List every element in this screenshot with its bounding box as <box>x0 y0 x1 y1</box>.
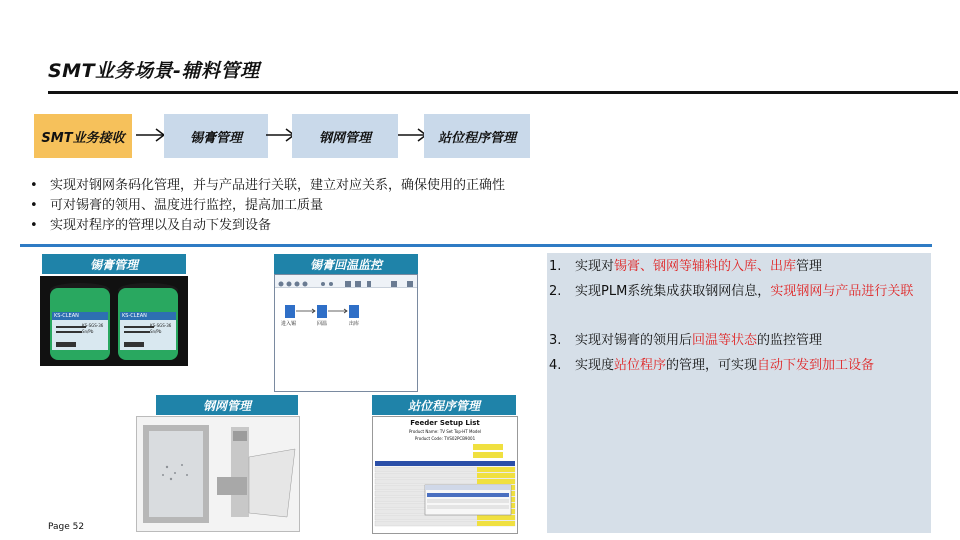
monitor-toolbar <box>275 275 417 288</box>
caption-solder: 锡膏管理 <box>42 254 186 274</box>
page-title: SMT业务场景-辅料管理 <box>48 60 260 82</box>
monitor-screenshot <box>274 274 418 392</box>
step-solder-paste[interactable]: 锡膏管理 <box>164 114 268 158</box>
step-station-program[interactable]: 站位程序管理 <box>424 114 530 158</box>
flow-node-label: 出库 <box>349 321 360 327</box>
step-smt-receive[interactable]: SMT业务接收 <box>34 114 132 158</box>
bullet-list <box>30 176 505 236</box>
bullet-item: • 可对锡膏的领用、温度进行监控，提高加工质量 <box>30 196 505 216</box>
step-stencil[interactable]: 钢网管理 <box>292 114 398 158</box>
bullet-text: 可对锡膏的领用、温度进行监控，提高加工质量 <box>50 198 324 213</box>
feature-item-2: 2. 实现PLM系统集成获取钢网信息，实现钢网与产品进行关联 <box>549 284 914 299</box>
bullet-item: • 实现对钢网条码化管理，并与产品进行关联，建立对应关系，确保使用的正确性 <box>30 176 505 196</box>
feeder-screenshot <box>372 416 518 534</box>
page-number: Page 52 <box>48 522 85 532</box>
feature-item-1: 1. 实现对锡膏、钢网等辅料的入库、出库管理 <box>549 259 823 274</box>
solder-paste-photo <box>40 276 188 366</box>
section-divider <box>20 244 932 247</box>
bullet-item: • 实现对程序的管理以及自动下发到设备 <box>30 216 505 236</box>
jar-brand-label: KS-CLEAN <box>54 313 79 319</box>
flow-diagram <box>275 297 417 357</box>
feeder-title: Feeder Setup List <box>410 419 480 427</box>
bullet-text: 实现对钢网条码化管理，并与产品进行关联，建立对应关系，确保使用的正确性 <box>50 178 506 193</box>
feature-item-4: 4. 实现度站位程序的管理，可实现自动下发到加工设备 <box>549 358 875 373</box>
feature-item-3: 3. 实现对锡膏的领用后回温等状态的监控管理 <box>549 333 823 348</box>
bullet-text: 实现对程序的管理以及自动下发到设备 <box>50 218 272 233</box>
jar-code-label: KS-SGS-36 <box>150 323 172 328</box>
stencil-photo <box>136 416 300 532</box>
caption-station: 站位程序管理 <box>372 395 516 415</box>
title-divider <box>48 91 958 94</box>
jar-alloy-label: Sn/Pb <box>82 329 94 334</box>
flow-node-label: 回温 <box>317 321 328 327</box>
flow-node-label: 进入锡 <box>281 321 297 327</box>
jar-alloy-label: Sn/Pb <box>150 329 162 334</box>
caption-stencil: 钢网管理 <box>156 395 298 415</box>
jar-brand-label: KS-CLEAN <box>122 313 147 319</box>
feeder-product-code: Product Code: TVS02PCB9001 <box>414 436 476 441</box>
arrow-right-icon <box>134 124 168 146</box>
feeder-product-name: Product Name: TV Set Top-HT Model <box>408 429 482 434</box>
jar-code-label: KS-SGS-36 <box>82 323 104 328</box>
caption-monitor: 锡膏回温监控 <box>274 254 418 274</box>
feature-panel <box>547 253 931 533</box>
